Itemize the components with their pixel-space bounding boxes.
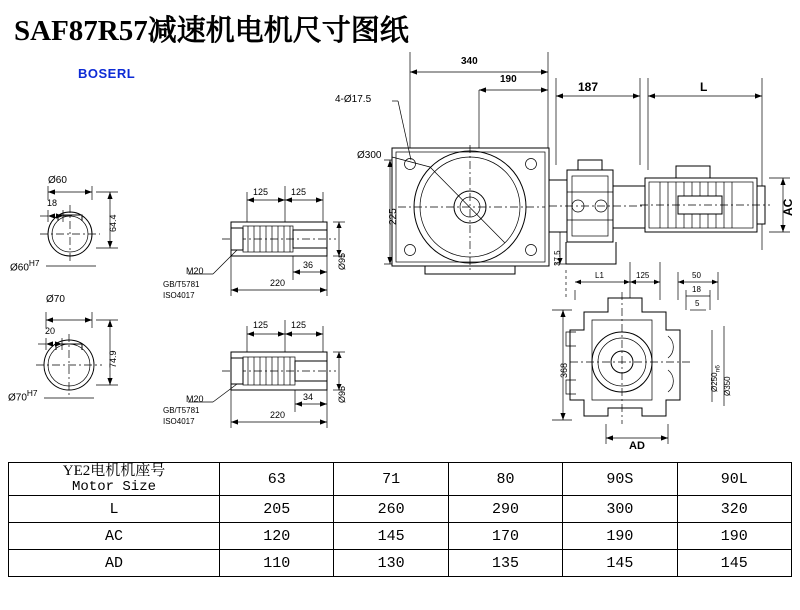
table-header-size-90l: 90L: [677, 463, 791, 496]
table-row: [9, 550, 792, 577]
std-gb-a: GB/T5781: [163, 280, 200, 289]
cell-L-90s: 300: [563, 496, 677, 523]
cell-AC-63: 120: [220, 523, 334, 550]
dim-187: 187: [578, 80, 599, 94]
dim-37-5: 37.5: [553, 250, 562, 266]
motor-size-table: [8, 462, 792, 577]
cell-AD-80: 135: [448, 550, 562, 577]
cell-AD-63: 110: [220, 550, 334, 577]
table-row: [9, 523, 792, 550]
dim-60-h7: $Ø60^{H7}$: [10, 258, 40, 274]
table-header-row: [9, 463, 792, 496]
dim-70: Ø70: [46, 294, 65, 305]
page-title: SAF87R57减速机电机尺寸图纸: [14, 15, 409, 47]
dim-220-b: 220: [270, 410, 286, 420]
dim-368: 368: [559, 362, 569, 378]
dim-36: 36: [303, 260, 314, 270]
dim-18b: 18: [692, 285, 701, 294]
dim-5: 5: [695, 299, 700, 308]
header-label-en: Motor Size: [71, 478, 156, 495]
brand-logo: BOSERL: [78, 66, 136, 81]
dim-125-b: 125: [291, 187, 307, 197]
table-header-size-63: 63: [220, 463, 334, 496]
cell-AC-90l: 190: [677, 523, 791, 550]
std-iso-b: ISO4017: [163, 417, 195, 426]
dim-34: 34: [303, 392, 314, 402]
table-header-label: [9, 463, 220, 496]
cell-AC-80: 170: [448, 523, 562, 550]
cell-L-63: 205: [220, 496, 334, 523]
dim-20: 20: [45, 326, 56, 336]
dim-95-a: Ø95: [337, 252, 347, 270]
cell-AD-90l: 145: [677, 550, 791, 577]
dim-64-4: 64.4: [108, 214, 118, 232]
cell-AD-71: 130: [334, 550, 448, 577]
row-label-AC: AC: [9, 523, 220, 550]
dim-m20-a: M20: [186, 266, 204, 276]
row-label-L: L: [9, 496, 220, 523]
dim-AC: AC: [781, 198, 795, 216]
dim-125-a: 125: [253, 187, 269, 197]
dim-350: Ø350: [723, 376, 732, 396]
table-header-size-90s: 90S: [563, 463, 677, 496]
header-label-cn: YE2电机机座号: [62, 463, 166, 479]
cell-AD-90s: 145: [563, 550, 677, 577]
dim-4-holes: 4-Ø17.5: [335, 94, 372, 105]
dim-AD: AD: [629, 440, 645, 452]
dim-m20-b: M20: [186, 394, 204, 404]
cell-L-71: 260: [334, 496, 448, 523]
dim-225: 225: [388, 208, 399, 225]
dim-125-e: 125: [636, 271, 650, 280]
table-header-size-80: 80: [448, 463, 562, 496]
dim-60: Ø60: [48, 175, 67, 186]
dim-L: L: [700, 80, 708, 94]
cell-AC-90s: 190: [563, 523, 677, 550]
std-iso-a: ISO4017: [163, 291, 195, 300]
dim-300: Ø300: [357, 150, 382, 161]
cell-L-90l: 320: [677, 496, 791, 523]
dim-190: 190: [500, 74, 517, 85]
cell-L-80: 290: [448, 496, 562, 523]
dim-70-h7: $Ø70^{H7}$: [8, 388, 38, 404]
dim-125-c: 125: [253, 320, 269, 330]
dim-L1: L1: [595, 271, 604, 280]
dim-95-b: Ø95: [337, 385, 347, 403]
dim-220-a: 220: [270, 278, 286, 288]
dim-18: 18: [47, 198, 58, 208]
table-header-size-71: 71: [334, 463, 448, 496]
dim-74-9: 74.9: [108, 350, 118, 368]
dim-250: $Ø250_{n6}$: [710, 365, 722, 392]
dim-125-d: 125: [291, 320, 307, 330]
dim-50: 50: [692, 271, 701, 280]
cell-AC-71: 145: [334, 523, 448, 550]
std-gb-b: GB/T5781: [163, 406, 200, 415]
row-label-AD: AD: [9, 550, 220, 577]
dim-340: 340: [461, 56, 478, 67]
table-row: [9, 496, 792, 523]
